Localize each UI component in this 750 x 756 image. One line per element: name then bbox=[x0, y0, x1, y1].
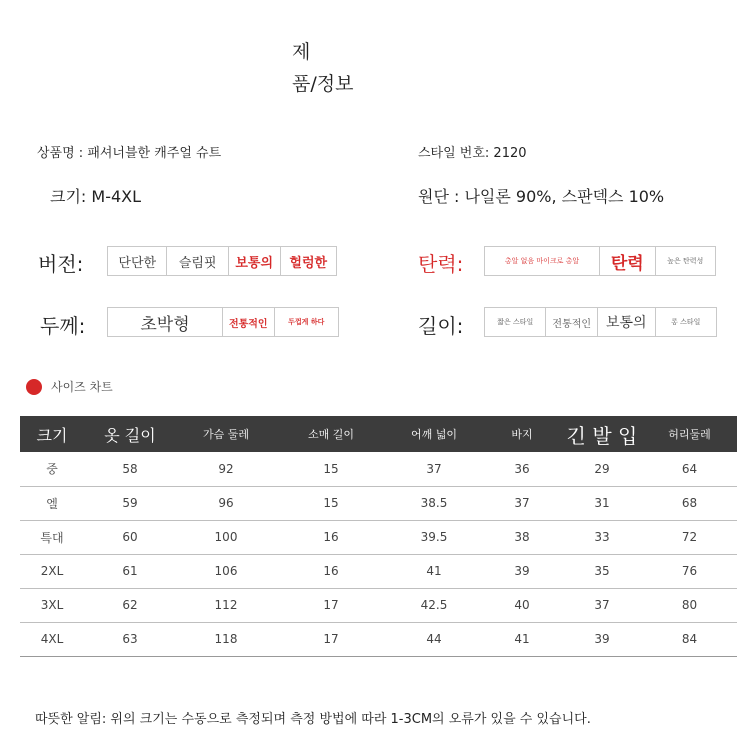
table-cell: 37 bbox=[594, 598, 610, 612]
table-cell: 3XL bbox=[40, 598, 64, 612]
thickness-option-traditional: 전통적인 bbox=[223, 308, 275, 336]
table-cell: 92 bbox=[218, 461, 234, 476]
table-cell: 2XL bbox=[40, 564, 64, 578]
version-option-loose: 헐렁한 bbox=[289, 255, 328, 271]
table-header-cell: 가슴 둘레 bbox=[202, 428, 249, 441]
table-cell: 106 bbox=[214, 564, 238, 578]
table-cell: 39.5 bbox=[420, 530, 448, 544]
version-label: 버전: bbox=[38, 252, 84, 276]
table-cell: 62 bbox=[122, 598, 138, 612]
table-cell: 38 bbox=[514, 530, 530, 544]
table-cell: 100 bbox=[214, 530, 238, 544]
style-number: 스타일 번호: 2120 bbox=[418, 146, 527, 161]
table-cell: 36 bbox=[514, 461, 530, 476]
table-header-cell: 크기 bbox=[36, 425, 68, 445]
length-option-short: 짧은 스타일 bbox=[485, 308, 546, 336]
table-cell: 41 bbox=[426, 564, 442, 578]
elasticity-options bbox=[484, 246, 716, 276]
table-cell: 29 bbox=[594, 461, 610, 476]
table-cell: 39 bbox=[514, 564, 530, 578]
table-header-cell: 옷 길이 bbox=[104, 425, 156, 445]
table-header-cell: 어깨 넓이 bbox=[410, 428, 457, 441]
table-header-cell: 소매 길이 bbox=[307, 428, 354, 441]
table-cell: 엘 bbox=[46, 496, 58, 511]
table-cell: 16 bbox=[323, 564, 339, 578]
warm-notice: 따뜻한 알림: 위의 크기는 수동으로 측정되며 측정 방법에 따라 1-3CM의 오류가 있을 수 있습니다. bbox=[35, 712, 591, 727]
table-cell: 39 bbox=[594, 632, 610, 646]
table-cell: 59 bbox=[122, 496, 138, 510]
table-cell: 17 bbox=[323, 598, 339, 612]
table-cell: 68 bbox=[681, 496, 698, 510]
thickness-label: 두께: bbox=[40, 314, 86, 338]
table-cell: 63 bbox=[122, 632, 138, 646]
table-cell: 15 bbox=[323, 461, 339, 476]
version-option-firm: 단단한 bbox=[108, 247, 167, 275]
table-cell: 80 bbox=[681, 598, 698, 612]
size-chart-title: 사이즈 차트 bbox=[51, 380, 113, 394]
elasticity-label: 탄력: bbox=[418, 252, 464, 276]
table-cell: 15 bbox=[323, 496, 339, 510]
title-line-1: 제 bbox=[292, 41, 311, 63]
table-cell: 42.5 bbox=[420, 598, 448, 612]
size-chart-heading bbox=[26, 378, 113, 395]
table-header-cell: 긴 발 입 bbox=[566, 423, 638, 448]
table-cell: 41 bbox=[514, 632, 530, 646]
elasticity-option-high: 높은 탄력성 bbox=[667, 257, 704, 265]
title-line-2: 품/정보 bbox=[292, 73, 354, 95]
thickness-options bbox=[107, 307, 339, 337]
table-cell: 33 bbox=[594, 530, 610, 544]
table-cell: 60 bbox=[122, 530, 138, 544]
table-header-row bbox=[20, 416, 737, 452]
table-cell: 38.5 bbox=[420, 496, 448, 510]
table-cell: 72 bbox=[681, 530, 698, 544]
table-cell: 58 bbox=[122, 461, 138, 476]
size-table bbox=[20, 416, 737, 657]
thickness-option-ultrathin: 초박형 bbox=[108, 308, 223, 336]
red-dot-icon bbox=[26, 379, 42, 395]
version-options bbox=[107, 246, 337, 276]
table-header-cell: 바지 bbox=[511, 428, 533, 441]
table-row bbox=[20, 452, 737, 486]
table-cell: 112 bbox=[214, 598, 238, 612]
length-label: 길이: bbox=[418, 314, 464, 338]
elasticity-option-none: 총알 없음 마이크로 총알 bbox=[485, 247, 600, 275]
table-cell: 특대 bbox=[40, 530, 64, 545]
page-title bbox=[292, 38, 353, 98]
table-cell: 중 bbox=[46, 462, 58, 477]
elasticity-option-elastic: 탄력 bbox=[600, 247, 656, 275]
table-cell: 16 bbox=[323, 530, 339, 544]
table-cell: 61 bbox=[122, 564, 138, 578]
table-cell: 35 bbox=[594, 564, 610, 578]
product-name: 상품명 : 패셔너블한 캐주얼 슈트 bbox=[37, 146, 222, 161]
size-range: 크기: M-4XL bbox=[50, 187, 142, 206]
table-cell: 96 bbox=[218, 496, 234, 510]
thickness-option-thick: 두껍게 하다 bbox=[288, 318, 325, 326]
version-option-slim: 슬림핏 bbox=[167, 247, 228, 275]
table-cell: 118 bbox=[214, 632, 238, 646]
table-cell: 44 bbox=[426, 632, 442, 646]
table-body bbox=[20, 452, 737, 656]
table-cell: 37 bbox=[514, 496, 530, 510]
table-cell: 84 bbox=[681, 632, 698, 646]
table-cell: 76 bbox=[681, 564, 698, 578]
table-cell: 31 bbox=[594, 496, 610, 510]
length-option-long: 롱 스타일 bbox=[671, 318, 701, 326]
length-options bbox=[484, 307, 717, 337]
length-option-traditional: 전통적인 bbox=[546, 308, 598, 336]
table-cell: 40 bbox=[514, 598, 530, 612]
table-row bbox=[20, 588, 737, 622]
table-cell: 64 bbox=[681, 461, 698, 476]
table-cell: 4XL bbox=[40, 632, 64, 646]
version-option-regular: 보통의 bbox=[229, 247, 281, 275]
table-cell: 17 bbox=[323, 632, 339, 646]
fabric: 원단 : 나일론 90%, 스판덱스 10% bbox=[418, 187, 665, 206]
table-row bbox=[20, 554, 737, 588]
table-row bbox=[20, 622, 737, 656]
table-row bbox=[20, 520, 737, 554]
table-row bbox=[20, 486, 737, 520]
length-option-regular: 보통의 bbox=[598, 308, 656, 336]
table-header-cell: 허리둘레 bbox=[668, 428, 711, 441]
table-cell: 37 bbox=[426, 461, 442, 476]
